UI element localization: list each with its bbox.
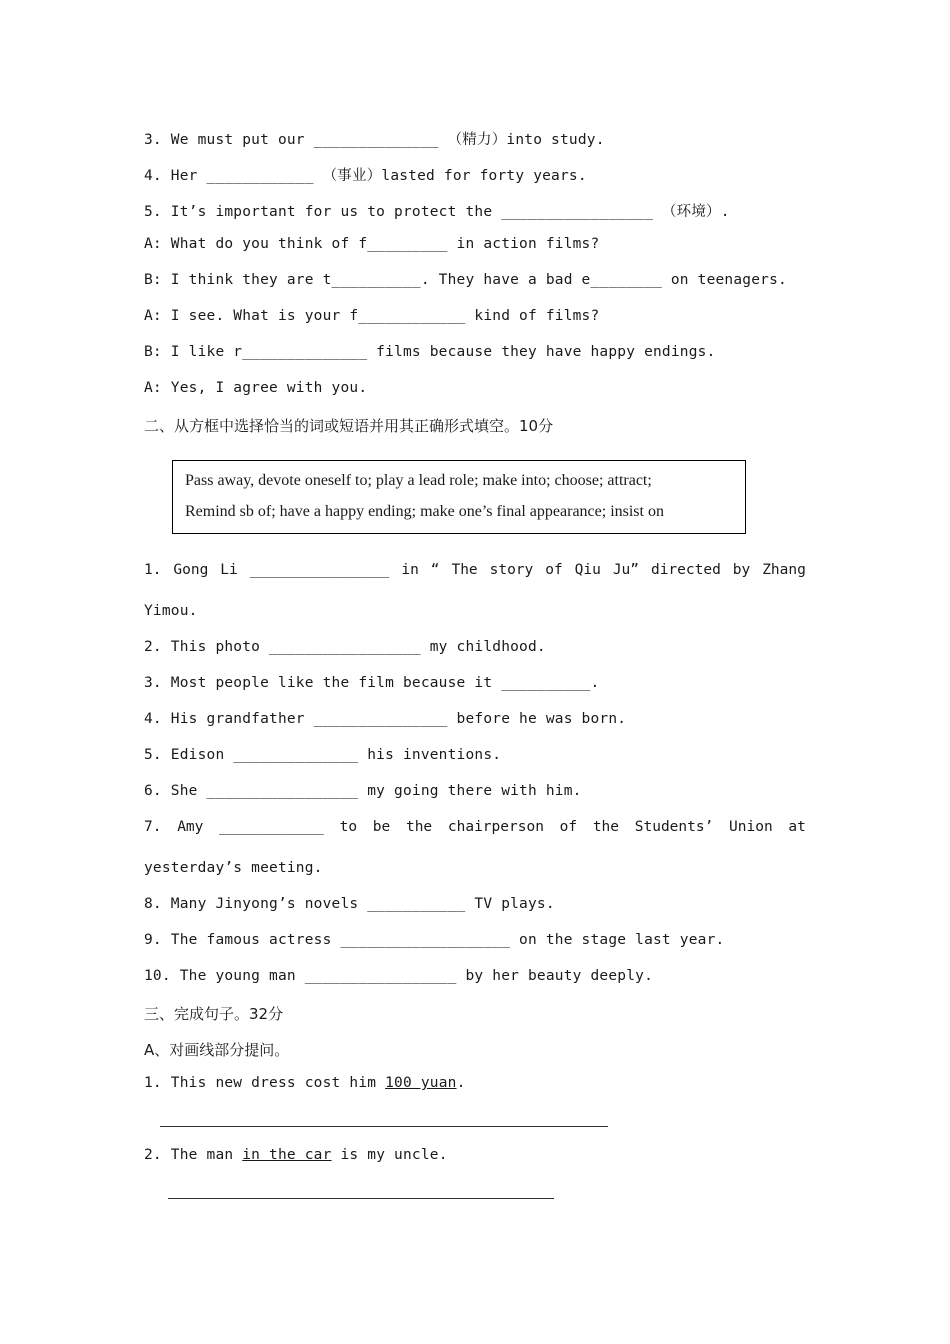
q7-word: Union <box>729 819 773 835</box>
dialog-line-3: A: I see. What is your f____________ kind of films? <box>144 308 600 324</box>
q2-underlined-part: in the car <box>242 1147 332 1163</box>
q1-word: in <box>401 562 419 578</box>
word-box-line-1: Pass away, devote oneself to; play a lead role; make into; choose; attract; <box>185 472 652 489</box>
part2-question-3: 3. Most people like the film because it __________. <box>144 675 600 691</box>
q1-word: Qiu <box>574 562 601 578</box>
q1-word: “ <box>430 562 440 578</box>
part1-question-4: 4. Her ____________ （事业）lasted for forty years. <box>144 168 587 184</box>
q1-word: 1. <box>144 562 162 578</box>
q7-word: be <box>372 819 391 835</box>
q7-word: 7. <box>144 819 162 835</box>
part2-question-7-continued: yesterday’s meeting. <box>144 860 323 876</box>
q7-word: to <box>339 819 358 835</box>
answer-line-2[interactable] <box>168 1198 554 1199</box>
part2-question-6: 6. She _________________ my going there with him. <box>144 783 582 799</box>
answer-line-1[interactable] <box>160 1126 608 1127</box>
q1-word: Zhang <box>762 562 806 578</box>
part3-subheading: A、对画线部分提问。 <box>144 1041 290 1059</box>
part1-question-5: 5. It’s important for us to protect the _________________ （环境）. <box>144 204 730 220</box>
q1-word: Ju” <box>612 562 640 578</box>
q7-word: the <box>405 819 433 835</box>
part2-question-5: 5. Edison ______________ his inventions. <box>144 747 502 763</box>
q1-word: Gong <box>173 562 209 578</box>
q1-word: The <box>451 562 478 578</box>
part2-question-1 <box>144 562 806 578</box>
q7-word: the <box>592 819 620 835</box>
q1-word: story <box>489 562 534 578</box>
part3-heading: 三、完成句子。32分 <box>144 1005 284 1023</box>
q1-word: of <box>545 562 563 578</box>
part2-question-7 <box>144 819 806 835</box>
q1-suffix: . <box>456 1075 466 1091</box>
q1-blank: ________________ <box>249 562 390 578</box>
part2-question-10: 10. The young man _________________ by her beauty deeply. <box>144 968 653 984</box>
part2-question-1-continued: Yimou. <box>144 603 198 619</box>
q1-word: by <box>732 562 751 578</box>
part2-question-2: 2. This photo _________________ my childhood. <box>144 639 546 655</box>
q1-prefix: 1. This new dress cost him <box>144 1075 386 1091</box>
q7-word: at <box>788 819 806 835</box>
part3-question-1 <box>144 1075 466 1091</box>
q7-word: Amy <box>177 819 204 835</box>
q2-prefix: 2. The man <box>144 1147 243 1163</box>
q7-word: Students’ <box>634 819 714 835</box>
dialog-line-2: B: I think they are t__________. They have a bad e________ on teenagers. <box>144 272 787 288</box>
word-box-line-2: Remind sb of; have a happy ending; make one’s final appearance; insist on <box>185 503 664 520</box>
word-box <box>172 460 746 534</box>
q1-underlined-part: 100 yuan <box>385 1075 457 1091</box>
part2-heading: 二、从方框中选择恰当的词或短语并用其正确形式填空。10分 <box>144 417 554 435</box>
q1-word: Li <box>220 562 238 578</box>
q1-word: directed <box>650 562 721 578</box>
q7-blank: ____________ <box>219 819 324 835</box>
part2-question-4: 4. His grandfather _______________ before he was born. <box>144 711 627 727</box>
dialog-line-4: B: I like r______________ films because they have happy endings. <box>144 344 716 360</box>
q7-word: chairperson <box>447 819 544 835</box>
part3-question-2 <box>144 1147 448 1163</box>
part2-question-9: 9. The famous actress ___________________ on the stage last year. <box>144 932 725 948</box>
part1-question-3: 3. We must put our ______________ （精力）into study. <box>144 132 605 148</box>
dialog-line-5: A: Yes, I agree with you. <box>144 380 368 396</box>
part2-question-8: 8. Many Jinyong’s novels ___________ TV plays. <box>144 896 555 912</box>
q7-word: of <box>559 819 578 835</box>
dialog-line-1: A: What do you think of f_________ in action films? <box>144 236 600 252</box>
q2-suffix: is my uncle. <box>331 1147 448 1163</box>
